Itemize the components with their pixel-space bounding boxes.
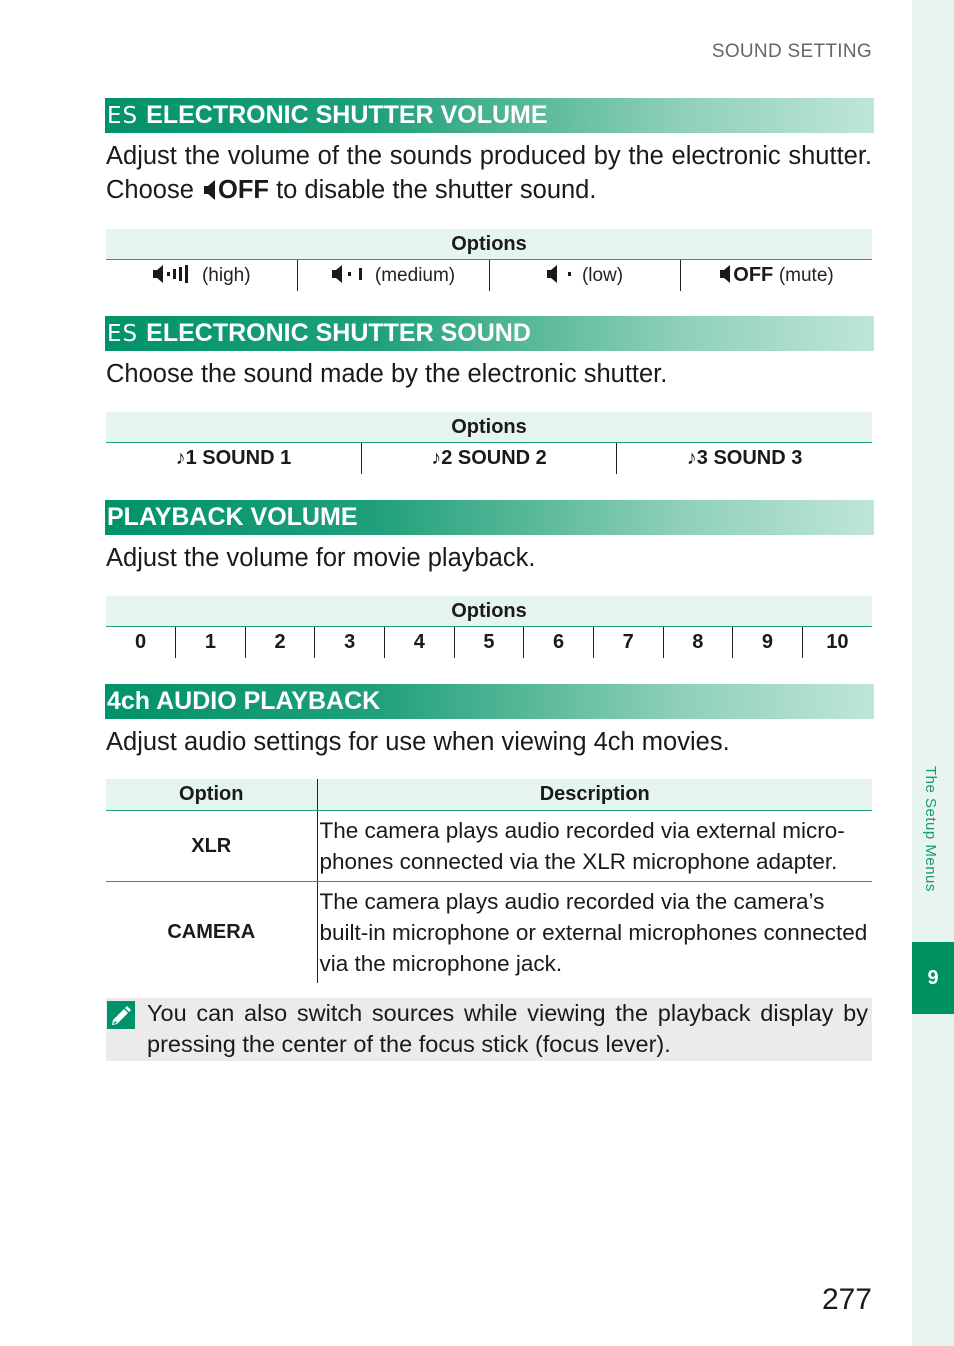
volume-option[interactable]: 3 bbox=[315, 627, 385, 659]
section-heading-es-volume bbox=[105, 98, 874, 133]
volume-option[interactable]: 6 bbox=[524, 627, 594, 659]
music-note-icon: ♪ bbox=[686, 447, 697, 469]
running-head: SOUND SETTING bbox=[711, 41, 872, 62]
section-title: PLAYBACK VOLUME bbox=[107, 503, 358, 531]
volume-option[interactable]: 4 bbox=[385, 627, 455, 659]
section-heading-4ch-audio bbox=[105, 684, 874, 719]
option-low[interactable] bbox=[489, 260, 681, 292]
body-text-part: to disable the shutter sound. bbox=[268, 176, 597, 204]
option-label: (low) bbox=[581, 265, 624, 286]
section-heading-playback-volume bbox=[105, 500, 874, 535]
audio-4ch-description: Adjust audio settings for use when viewing 4ch movies. bbox=[106, 728, 730, 756]
playback-volume-options-table bbox=[106, 596, 872, 658]
column-header-description: Description bbox=[317, 779, 872, 811]
speaker-high-icon bbox=[152, 264, 196, 286]
chapter-tab[interactable]: 9 bbox=[912, 942, 954, 1014]
es-volume-description bbox=[106, 139, 872, 207]
page-number: 277 bbox=[821, 1283, 872, 1316]
note-pencil-icon bbox=[106, 1000, 136, 1030]
option-camera[interactable]: CAMERA bbox=[167, 921, 256, 943]
option-description: The camera plays audio recorded via external micro-phones connected via the XLR microphone adapter. bbox=[317, 811, 872, 882]
off-label: OFF bbox=[217, 176, 269, 204]
speaker-low-icon bbox=[546, 264, 576, 286]
note-text: You can also switch sources while viewing the playback display by pressing the center of the focus stick (focus lever). bbox=[147, 1000, 868, 1057]
table-row bbox=[106, 811, 872, 882]
body-text-part: Adjust the volume of the sounds produced by the electronic shutter. Choose bbox=[106, 142, 872, 204]
section-title: ELECTRONIC SHUTTER VOLUME bbox=[146, 101, 548, 129]
note-box bbox=[106, 998, 872, 1061]
option-label: 1 SOUND 1 bbox=[185, 447, 292, 469]
speaker-off-icon bbox=[719, 264, 733, 286]
es-volume-options-table bbox=[106, 229, 872, 291]
chapter-side-label: The Setup Menus bbox=[922, 766, 939, 892]
option-label: 2 SOUND 2 bbox=[441, 447, 547, 469]
volume-option[interactable]: 9 bbox=[733, 627, 803, 659]
music-note-icon: ♪ bbox=[431, 447, 442, 469]
volume-option[interactable]: 0 bbox=[135, 631, 147, 653]
off-label: OFF bbox=[733, 264, 774, 286]
side-strip bbox=[912, 0, 954, 1346]
option-label: (mute) bbox=[778, 265, 834, 286]
speaker-medium-icon bbox=[331, 264, 369, 286]
electronic-shutter-icon: ES bbox=[107, 103, 139, 129]
speaker-off-icon bbox=[201, 176, 218, 204]
option-high[interactable] bbox=[106, 260, 298, 292]
es-sound-options-table bbox=[106, 412, 872, 474]
section-heading-es-sound bbox=[105, 316, 874, 351]
electronic-shutter-icon: ES bbox=[107, 321, 139, 347]
option-label: 3 SOUND 3 bbox=[696, 447, 803, 469]
options-header: Options bbox=[106, 412, 872, 443]
playback-volume-description: Adjust the volume for movie playback. bbox=[106, 544, 536, 572]
options-header: Options bbox=[106, 229, 872, 260]
section-title: ELECTRONIC SHUTTER SOUND bbox=[146, 319, 531, 347]
option-label: (medium) bbox=[374, 265, 456, 286]
option-xlr[interactable]: XLR bbox=[106, 811, 317, 882]
volume-option[interactable]: 8 bbox=[663, 627, 733, 659]
volume-option[interactable]: 1 bbox=[176, 627, 246, 659]
option-medium[interactable] bbox=[298, 260, 490, 292]
music-note-icon: ♪ bbox=[175, 447, 186, 469]
option-mute[interactable] bbox=[681, 260, 873, 292]
volume-option[interactable]: 2 bbox=[245, 627, 315, 659]
option-description: The camera plays audio recorded via the camera’s built-in microphone or external microphones connected via the microphone jack. bbox=[317, 882, 872, 984]
volume-option[interactable]: 7 bbox=[593, 627, 663, 659]
table-row bbox=[106, 882, 872, 984]
option-sound-3[interactable] bbox=[617, 443, 872, 475]
volume-option[interactable]: 5 bbox=[454, 627, 524, 659]
column-header-option: Option bbox=[106, 779, 317, 811]
audio-4ch-table bbox=[106, 779, 872, 983]
options-header: Options bbox=[106, 596, 872, 627]
section-title: 4ch AUDIO PLAYBACK bbox=[107, 687, 381, 715]
option-label: (high) bbox=[201, 265, 251, 286]
option-sound-1[interactable] bbox=[106, 443, 361, 475]
volume-option[interactable]: 10 bbox=[802, 627, 872, 659]
es-sound-description: Choose the sound made by the electronic shutter. bbox=[106, 360, 668, 388]
option-sound-2[interactable] bbox=[361, 443, 616, 475]
